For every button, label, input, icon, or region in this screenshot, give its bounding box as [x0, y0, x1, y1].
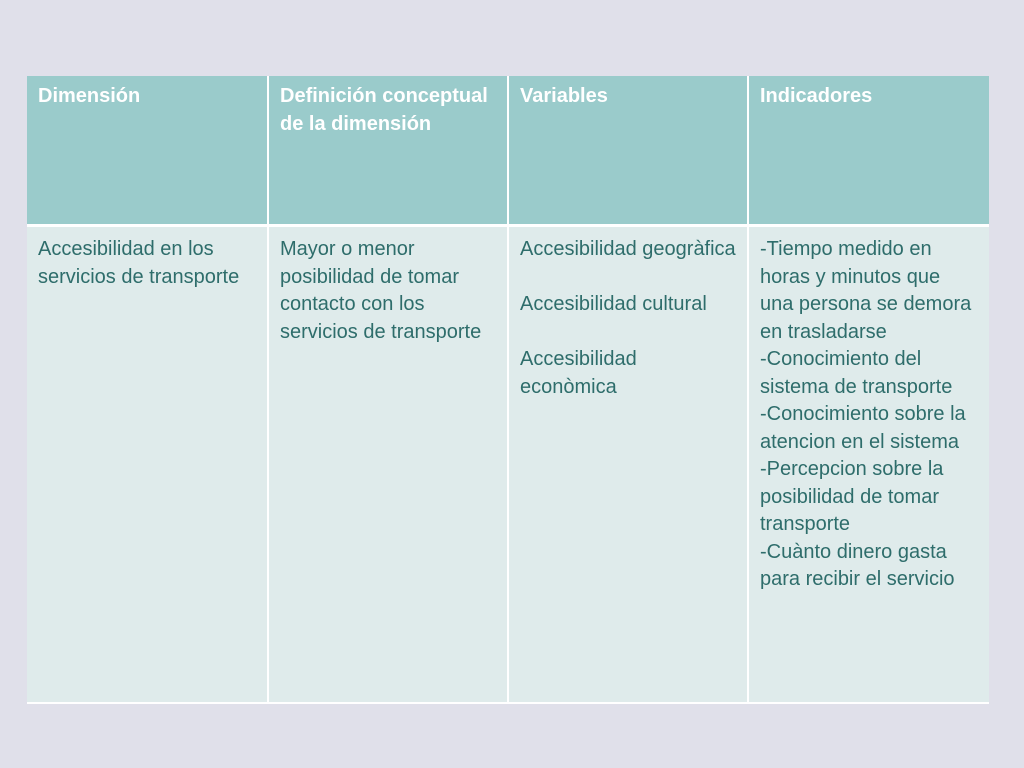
indicator-item: -Cuànto dinero gasta para recibir el servicio [760, 540, 955, 590]
indicator-item: -Conocimiento sobre la atencion en el sistema [760, 403, 966, 453]
cell-variables [507, 227, 747, 704]
variable-item: Accesibilidad econòmica [520, 348, 637, 398]
header-definition: Definición conceptual de la dimensión [267, 76, 507, 227]
cell-indicators [747, 227, 989, 704]
variable-gap [520, 264, 737, 292]
indicator-item: -Percepcion sobre la posibilidad de tomar transporte [760, 458, 944, 535]
variable-item: Accesibilidad cultural [520, 293, 707, 315]
header-indicators: Indicadores [747, 76, 989, 227]
indicator-item: -Tiempo medido en horas y minutos que una persona se demora en trasladarse [760, 238, 972, 343]
operationalization-table [27, 76, 989, 704]
header-row [27, 76, 989, 227]
variable-item: Accesibilidad geogràfica [520, 238, 736, 260]
cell-dimension: Accesibilidad en los servicios de transporte [27, 227, 267, 704]
variable-gap [520, 319, 737, 347]
header-variables: Variables [507, 76, 747, 227]
table-row [27, 227, 989, 704]
cell-definition: Mayor o menor posibilidad de tomar contacto con los servicios de transporte [267, 227, 507, 704]
header-dimension: Dimensión [27, 76, 267, 227]
indicator-item: -Conocimiento del sistema de transporte [760, 348, 953, 398]
